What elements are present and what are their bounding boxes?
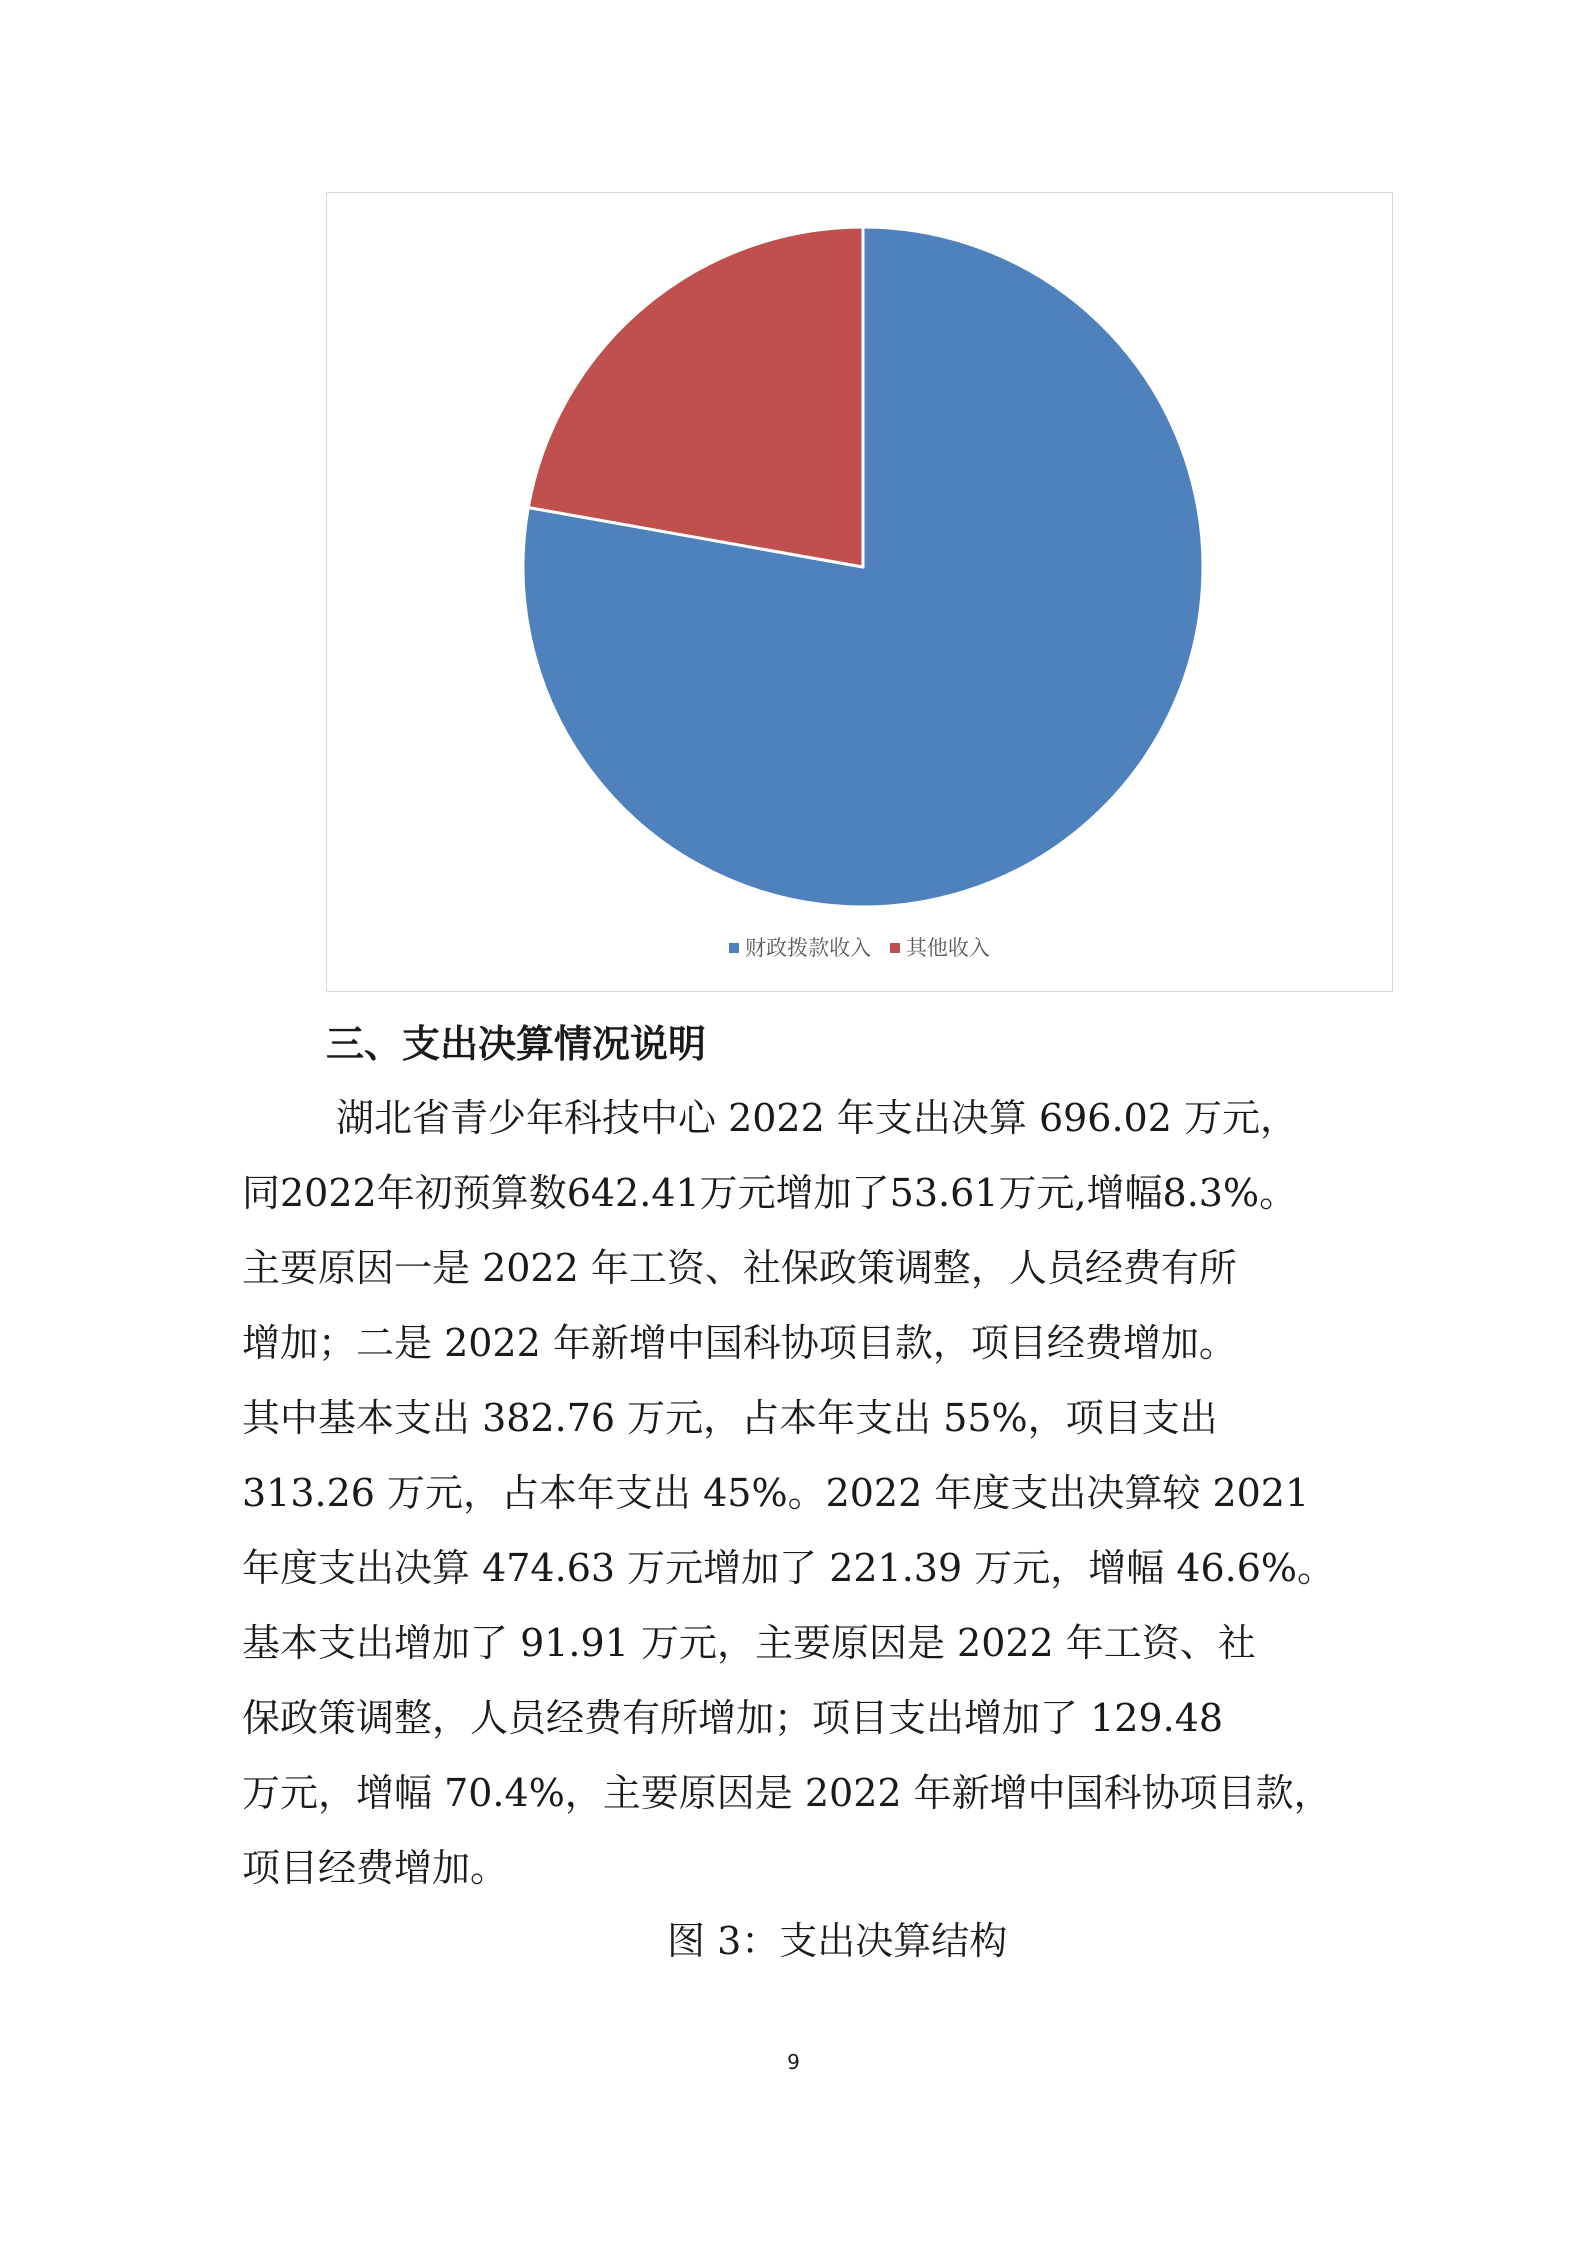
body-line: 保政策调整，人员经费有所增加；项目支出增加了 129.48 [242, 1696, 1224, 1740]
body-line: 项目经费增加。 [242, 1846, 509, 1890]
legend-label: 财政拨款收入 [745, 936, 872, 960]
body-line: 其中基本支出 382.76 万元，占本年支出 55%，项目支出 [242, 1396, 1218, 1440]
legend-label: 其他收入 [905, 936, 990, 960]
body-line: 313.26 万元，占本年支出 45%。2022 年度支出决算较 2021 [242, 1471, 1310, 1515]
body-line: 年度支出决算 474.63 万元增加了 221.39 万元，增幅 46.6%。 [242, 1546, 1336, 1590]
section-heading: 三、支出决算情况说明 [326, 1022, 707, 1066]
body-line: 增加；二是 2022 年新增中国科协项目款，项目经费增加。 [242, 1321, 1237, 1365]
pie-slice-other-income [528, 227, 863, 567]
pie-chart-plot [327, 193, 1394, 993]
pie-chart [326, 192, 1393, 992]
chart-legend [327, 935, 1392, 961]
body-line: 湖北省青少年科技中心 2022 年支出决算 696.02 万元， [336, 1096, 1298, 1140]
legend-item [729, 935, 871, 961]
body-line: 基本支出增加了 91.91 万元，主要原因是 2022 年工资、社 [242, 1621, 1256, 1665]
body-line: 主要原因一是 2022 年工资、社保政策调整，人员经费有所 [242, 1246, 1237, 1290]
legend-swatch-icon [890, 943, 900, 953]
body-line: 万元，增幅 70.4%，主要原因是 2022 年新增中国科协项目款， [242, 1771, 1332, 1815]
legend-swatch-icon [729, 943, 739, 953]
page-number: 9 [787, 2050, 800, 2074]
body-line: 同2022年初预算数642.41万元增加了53.61万元,增幅8.3%。 [242, 1171, 1298, 1215]
legend-item [890, 935, 990, 961]
figure-caption: 图 3：支出决算结构 [667, 1919, 1008, 1963]
